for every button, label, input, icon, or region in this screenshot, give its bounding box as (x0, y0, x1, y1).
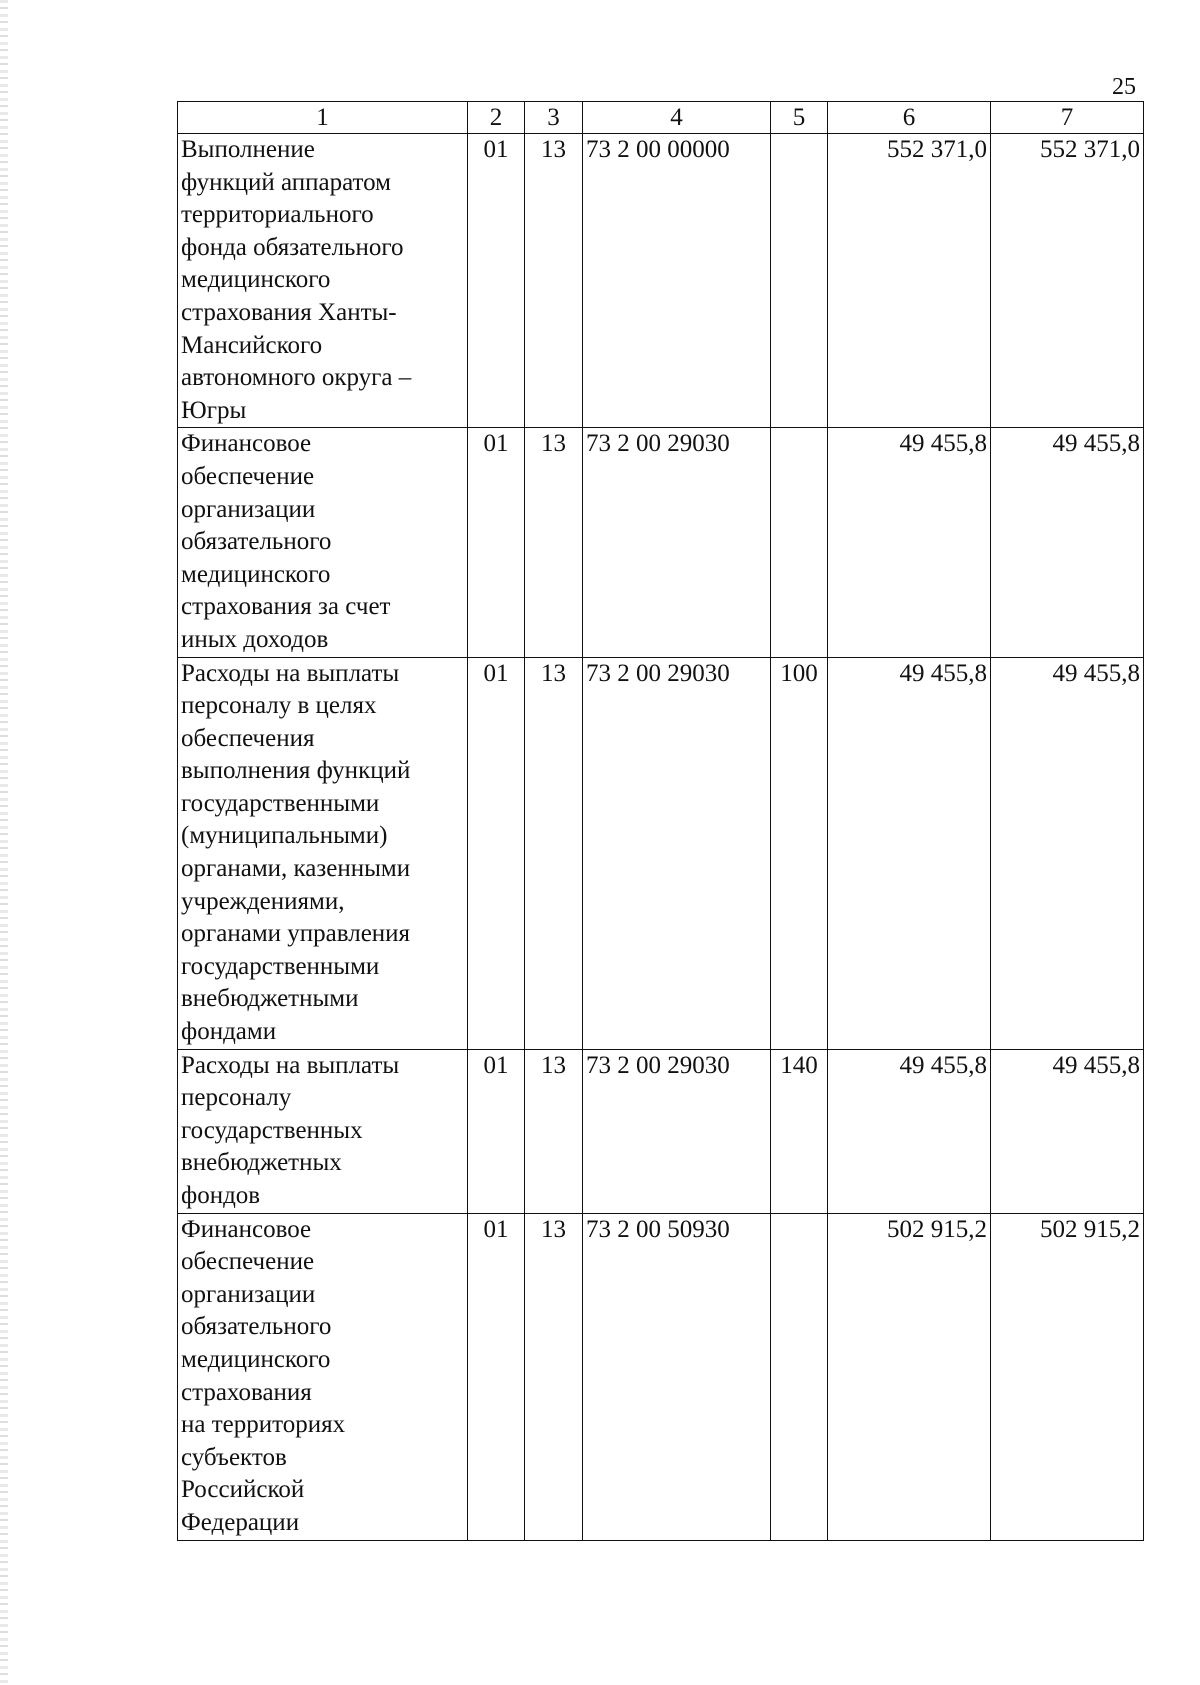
column-header: 1 (178, 102, 468, 134)
row-rz: 01 (468, 428, 525, 657)
row-rz: 01 (468, 657, 525, 1049)
row-sum-2: 49 455,8 (991, 657, 1144, 1049)
row-csr: 73 2 00 29030 (583, 428, 771, 657)
row-rz: 01 (468, 1213, 525, 1540)
row-sum-1: 502 915,2 (828, 1213, 991, 1540)
column-header: 7 (991, 102, 1144, 134)
row-vr (771, 1213, 828, 1540)
page-number: 25 (1112, 74, 1136, 100)
row-pr: 13 (525, 428, 583, 657)
row-vr: 100 (771, 657, 828, 1049)
row-sum-2: 552 371,0 (991, 134, 1144, 428)
column-header: 4 (583, 102, 771, 134)
row-sum-1: 49 455,8 (828, 1049, 991, 1213)
row-pr: 13 (525, 1213, 583, 1540)
row-name: Расходы на выплаты персоналу в целях обеспечения выполнения функций государственными (муниципальными) органами, казенными учреждениями, органами управления государственными внебюджетными фондами (178, 657, 468, 1049)
row-vr: 140 (771, 1049, 828, 1213)
row-csr: 73 2 00 00000 (583, 134, 771, 428)
row-csr: 73 2 00 50930 (583, 1213, 771, 1540)
row-sum-1: 49 455,8 (828, 657, 991, 1049)
column-header: 5 (771, 102, 828, 134)
row-sum-1: 552 371,0 (828, 134, 991, 428)
row-name: Финансовое обеспечение организации обязательного медицинского страхования на территориях субъектов Российской Федерации (178, 1213, 468, 1540)
row-sum-2: 502 915,2 (991, 1213, 1144, 1540)
table-row (178, 657, 1144, 1049)
table-header-row (178, 102, 1144, 134)
row-name: Расходы на выплаты персоналу государственных внебюджетных фондов (178, 1049, 468, 1213)
row-sum-2: 49 455,8 (991, 1049, 1144, 1213)
row-vr (771, 428, 828, 657)
row-name: Финансовое обеспечение организации обязательного медицинского страхования за счет иных доходов (178, 428, 468, 657)
row-sum-2: 49 455,8 (991, 428, 1144, 657)
row-rz: 01 (468, 134, 525, 428)
column-header: 6 (828, 102, 991, 134)
row-name: Выполнение функций аппаратом территориального фонда обязательного медицинского страхования Ханты- Мансийского автономного округа – Югры (178, 134, 468, 428)
table-row (178, 428, 1144, 657)
row-pr: 13 (525, 657, 583, 1049)
row-pr: 13 (525, 134, 583, 428)
row-rz: 01 (468, 1049, 525, 1213)
column-header: 2 (468, 102, 525, 134)
table-row (178, 1213, 1144, 1540)
row-csr: 73 2 00 29030 (583, 657, 771, 1049)
column-header: 3 (525, 102, 583, 134)
table-row (178, 1049, 1144, 1213)
row-vr (771, 134, 828, 428)
scan-edge-artifact (0, 0, 8, 1685)
row-sum-1: 49 455,8 (828, 428, 991, 657)
budget-table (177, 101, 1144, 1541)
row-pr: 13 (525, 1049, 583, 1213)
table-row (178, 134, 1144, 428)
row-csr: 73 2 00 29030 (583, 1049, 771, 1213)
